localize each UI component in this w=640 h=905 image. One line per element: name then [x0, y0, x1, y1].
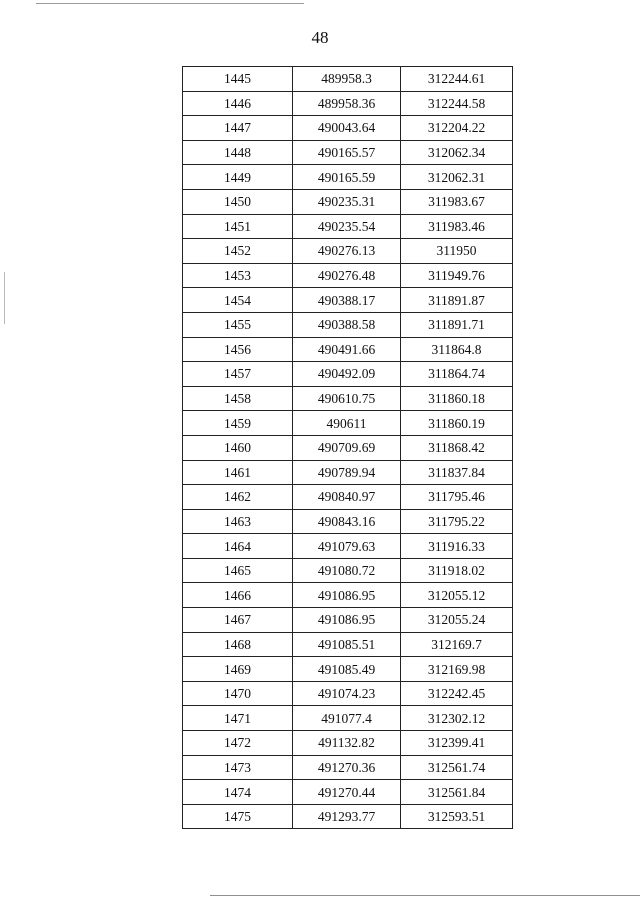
point-number-cell: 1471: [183, 706, 293, 731]
x-coordinate-cell: 490840.97: [293, 485, 401, 510]
x-coordinate-cell: 491086.95: [293, 583, 401, 608]
table-row: [183, 91, 513, 116]
x-coordinate-cell: 491079.63: [293, 534, 401, 559]
point-number-cell: 1470: [183, 681, 293, 706]
x-coordinate-cell: 490235.31: [293, 189, 401, 214]
x-coordinate-cell: 490610.75: [293, 386, 401, 411]
table-row: [183, 239, 513, 264]
x-coordinate-cell: 491074.23: [293, 681, 401, 706]
point-number-cell: 1450: [183, 189, 293, 214]
table-row: [183, 140, 513, 165]
y-coordinate-cell: 311916.33: [401, 534, 513, 559]
table-row: [183, 435, 513, 460]
page-number: 48: [311, 28, 329, 47]
table-row: [183, 263, 513, 288]
y-coordinate-cell: 311864.8: [401, 337, 513, 362]
y-coordinate-cell: 311891.87: [401, 288, 513, 313]
y-coordinate-cell: 311891.71: [401, 312, 513, 337]
table-row: [183, 411, 513, 436]
x-coordinate-cell: 490492.09: [293, 362, 401, 387]
top-scan-rule: [36, 3, 304, 4]
y-coordinate-cell: 312169.7: [401, 632, 513, 657]
x-coordinate-cell: 491086.95: [293, 608, 401, 633]
y-coordinate-cell: 312561.84: [401, 780, 513, 805]
y-coordinate-cell: 312561.74: [401, 755, 513, 780]
point-number-cell: 1451: [183, 214, 293, 239]
table-row: [183, 165, 513, 190]
x-coordinate-cell: 490043.64: [293, 116, 401, 141]
coordinates-table: [182, 66, 513, 829]
point-number-cell: 1475: [183, 804, 293, 829]
point-number-cell: 1465: [183, 558, 293, 583]
y-coordinate-cell: 312204.22: [401, 116, 513, 141]
y-coordinate-cell: 312399.41: [401, 731, 513, 756]
y-coordinate-cell: 311983.46: [401, 214, 513, 239]
table-row: [183, 116, 513, 141]
table-row: [183, 608, 513, 633]
point-number-cell: 1462: [183, 485, 293, 510]
table-row: [183, 67, 513, 92]
table-row: [183, 558, 513, 583]
x-coordinate-cell: 491085.51: [293, 632, 401, 657]
y-coordinate-cell: 311868.42: [401, 435, 513, 460]
y-coordinate-cell: 311864.74: [401, 362, 513, 387]
x-coordinate-cell: 490843.16: [293, 509, 401, 534]
table-row: [183, 509, 513, 534]
x-coordinate-cell: 489958.36: [293, 91, 401, 116]
point-number-cell: 1466: [183, 583, 293, 608]
coordinates-table-body: [183, 67, 513, 829]
point-number-cell: 1474: [183, 780, 293, 805]
x-coordinate-cell: 490235.54: [293, 214, 401, 239]
point-number-cell: 1447: [183, 116, 293, 141]
point-number-cell: 1446: [183, 91, 293, 116]
table-row: [183, 485, 513, 510]
x-coordinate-cell: 491270.36: [293, 755, 401, 780]
point-number-cell: 1464: [183, 534, 293, 559]
x-coordinate-cell: 490789.94: [293, 460, 401, 485]
table-row: [183, 288, 513, 313]
point-number-cell: 1469: [183, 657, 293, 682]
table-row: [183, 780, 513, 805]
table-row: [183, 460, 513, 485]
x-coordinate-cell: 490611: [293, 411, 401, 436]
x-coordinate-cell: 491293.77: [293, 804, 401, 829]
point-number-cell: 1453: [183, 263, 293, 288]
point-number-cell: 1473: [183, 755, 293, 780]
table-row: [183, 583, 513, 608]
table-row: [183, 312, 513, 337]
y-coordinate-cell: 312055.24: [401, 608, 513, 633]
point-number-cell: 1459: [183, 411, 293, 436]
x-coordinate-cell: 491077.4: [293, 706, 401, 731]
table-row: [183, 362, 513, 387]
y-coordinate-cell: 311795.22: [401, 509, 513, 534]
y-coordinate-cell: 311983.67: [401, 189, 513, 214]
table-row: [183, 214, 513, 239]
x-coordinate-cell: 491270.44: [293, 780, 401, 805]
table-row: [183, 386, 513, 411]
table-row: [183, 804, 513, 829]
point-number-cell: 1472: [183, 731, 293, 756]
y-coordinate-cell: 311918.02: [401, 558, 513, 583]
point-number-cell: 1445: [183, 67, 293, 92]
y-coordinate-cell: 312244.58: [401, 91, 513, 116]
x-coordinate-cell: 490165.57: [293, 140, 401, 165]
x-coordinate-cell: 489958.3: [293, 67, 401, 92]
y-coordinate-cell: 312169.98: [401, 657, 513, 682]
table-row: [183, 681, 513, 706]
y-coordinate-cell: 312062.31: [401, 165, 513, 190]
x-coordinate-cell: 490491.66: [293, 337, 401, 362]
x-coordinate-cell: 491132.82: [293, 731, 401, 756]
point-number-cell: 1467: [183, 608, 293, 633]
x-coordinate-cell: 490388.58: [293, 312, 401, 337]
y-coordinate-cell: 311860.19: [401, 411, 513, 436]
y-coordinate-cell: 312242.45: [401, 681, 513, 706]
table-row: [183, 632, 513, 657]
y-coordinate-cell: 311795.46: [401, 485, 513, 510]
y-coordinate-cell: 311949.76: [401, 263, 513, 288]
y-coordinate-cell: 312244.61: [401, 67, 513, 92]
point-number-cell: 1460: [183, 435, 293, 460]
y-coordinate-cell: 312062.34: [401, 140, 513, 165]
table-row: [183, 657, 513, 682]
y-coordinate-cell: 311860.18: [401, 386, 513, 411]
y-coordinate-cell: 311950: [401, 239, 513, 264]
point-number-cell: 1456: [183, 337, 293, 362]
table-row: [183, 755, 513, 780]
point-number-cell: 1463: [183, 509, 293, 534]
point-number-cell: 1448: [183, 140, 293, 165]
point-number-cell: 1468: [183, 632, 293, 657]
x-coordinate-cell: 490276.13: [293, 239, 401, 264]
y-coordinate-cell: 311837.84: [401, 460, 513, 485]
table-row: [183, 337, 513, 362]
x-coordinate-cell: 490709.69: [293, 435, 401, 460]
table-row: [183, 706, 513, 731]
point-number-cell: 1457: [183, 362, 293, 387]
table-row: [183, 731, 513, 756]
x-coordinate-cell: 490165.59: [293, 165, 401, 190]
y-coordinate-cell: 312055.12: [401, 583, 513, 608]
x-coordinate-cell: 490276.48: [293, 263, 401, 288]
y-coordinate-cell: 312302.12: [401, 706, 513, 731]
y-coordinate-cell: 312593.51: [401, 804, 513, 829]
x-coordinate-cell: 490388.17: [293, 288, 401, 313]
point-number-cell: 1452: [183, 239, 293, 264]
point-number-cell: 1461: [183, 460, 293, 485]
x-coordinate-cell: 491080.72: [293, 558, 401, 583]
left-scan-mark: [4, 272, 5, 324]
table-row: [183, 189, 513, 214]
point-number-cell: 1458: [183, 386, 293, 411]
bottom-scan-rule: [210, 895, 640, 896]
x-coordinate-cell: 491085.49: [293, 657, 401, 682]
table-row: [183, 534, 513, 559]
point-number-cell: 1454: [183, 288, 293, 313]
point-number-cell: 1455: [183, 312, 293, 337]
point-number-cell: 1449: [183, 165, 293, 190]
